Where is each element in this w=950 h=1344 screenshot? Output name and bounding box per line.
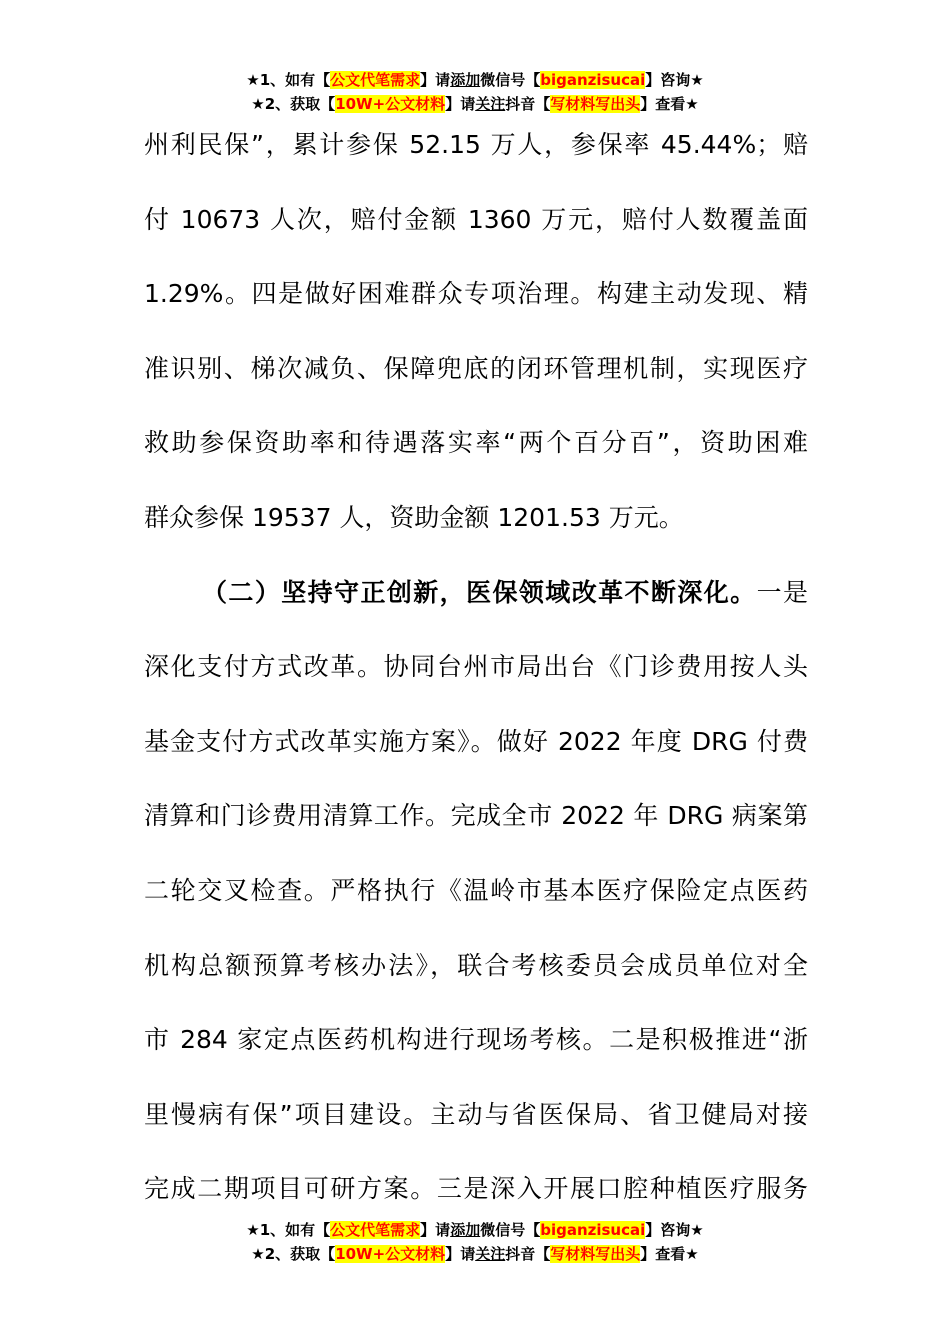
- body-line: 付 10673 人次，赔付金额 1360 万元，赔付人数覆盖面: [144, 204, 808, 234]
- document-body: [144, 108, 808, 1227]
- banner-line-2: ★2、获取【10W+公文材料】请关注抖音【写材料写出头】查看★: [251, 95, 699, 113]
- highlight-service: 公文代笔需求: [330, 71, 421, 89]
- section-heading-line: （二）坚持守正创新，医保领域改革不断深化。一是: [202, 577, 808, 607]
- body-line: 机构总额预算考核办法》，联合考核委员会成员单位对全: [144, 950, 808, 980]
- section-heading: （二）坚持守正创新，医保领域改革不断深化。: [202, 577, 757, 607]
- body-line: 市 284 家定点医药机构进行现场考核。二是积极推进“浙: [144, 1025, 808, 1055]
- bottom-banner: [0, 1218, 950, 1266]
- highlight-douyin-account: 写材料写出头: [550, 95, 641, 113]
- banner-line-2: ★2、获取【10W+公文材料】请关注抖音【写材料写出头】查看★: [251, 1245, 699, 1263]
- highlight-service: 公文代笔需求: [330, 1221, 421, 1239]
- body-line: 二轮交叉检查。严格执行《温岭市基本医疗保险定点医药: [144, 875, 808, 905]
- body-line: 深化支付方式改革。协同台州市局出台《门诊费用按人头: [144, 652, 808, 682]
- banner-line-1: ★1、如有【公文代笔需求】请添加微信号【biganzisucai】咨询★: [246, 71, 704, 89]
- body-line: 里慢病有保”项目建设。主动与省医保局、省卫健局对接: [144, 1099, 808, 1129]
- body-line: 州利民保”，累计参保 52.15 万人，参保率 45.44%；赔: [144, 130, 808, 159]
- body-line: 清算和门诊费用清算工作。完成全市 2022 年 DRG 病案第: [144, 801, 808, 831]
- highlight-materials: 10W+公文材料: [335, 95, 446, 113]
- body-line: 基金支付方式改革实施方案》。做好 2022 年度 DRG 付费: [144, 726, 808, 756]
- body-line: 完成二期项目可研方案。三是深入开展口腔种植医疗服务: [144, 1174, 808, 1204]
- highlight-douyin-account: 写材料写出头: [550, 1245, 641, 1263]
- body-line: 准识别、梯次减负、保障兜底的闭环管理机制，实现医疗: [144, 353, 808, 383]
- banner-line-1: ★1、如有【公文代笔需求】请添加微信号【biganzisucai】咨询★: [246, 1221, 704, 1239]
- highlight-wechat-id: biganzisucai: [540, 1221, 646, 1239]
- highlight-materials: 10W+公文材料: [335, 1245, 446, 1263]
- body-line: 救助参保资助率和待遇落实率“两个百分百”，资助困难: [144, 428, 808, 458]
- body-line: 群众参保 19537 人，资助金额 1201.53 万元。: [144, 502, 684, 532]
- body-line: 1.29%。四是做好困难群众专项治理。构建主动发现、精: [144, 279, 808, 309]
- highlight-wechat-id: biganzisucai: [540, 71, 646, 89]
